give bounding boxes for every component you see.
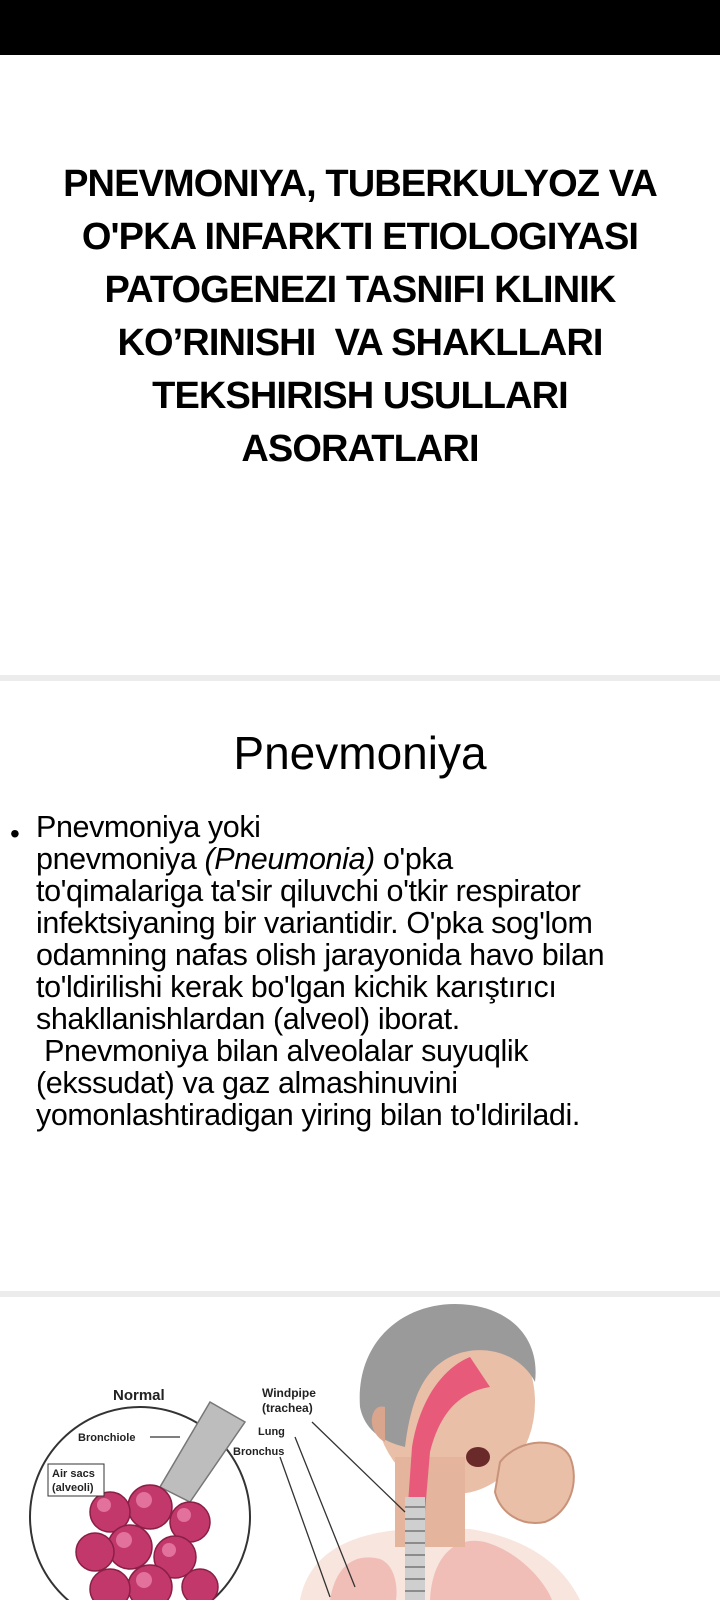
slide-pneumonia <box>0 681 720 1291</box>
title-line: O'PKA INFARKTI ETIOLOGIYASI <box>81 216 639 258</box>
label-bronchiole: Bronchiole <box>78 1432 136 1444</box>
text-line: yomonlashtiradigan yiring bilan to'ldiriladi. <box>36 1098 580 1132</box>
slide-heading: Pnevmoniya <box>233 727 487 779</box>
bullet-paragraph <box>36 811 720 1131</box>
slide-illustration <box>0 1297 720 1600</box>
title-line: ASORATLARI <box>241 428 479 470</box>
label-trachea: (trachea) <box>262 1401 313 1415</box>
label-bronchus: Bronchus <box>233 1446 285 1458</box>
label-air-sacs: Air sacs <box>52 1468 95 1480</box>
text-line: Pnevmoniya yoki <box>36 810 261 844</box>
text-run: pnevmoniya <box>36 842 205 876</box>
title-line: PATOGENEZI TASNIFI KLINIK <box>104 269 616 311</box>
text-line: shakllanishlardan (alveol) iborat. <box>36 1002 460 1036</box>
text-run: o'pka <box>374 842 453 876</box>
bullet-point: • <box>10 818 20 849</box>
label-windpipe: Windpipe <box>262 1386 316 1400</box>
italic-term: (Pneumonia) <box>204 842 375 876</box>
text-line: (ekssudat) va gaz almashinuvini <box>36 1066 458 1100</box>
mouth-shape <box>466 1447 490 1467</box>
main-title <box>20 158 700 476</box>
title-line: PNEVMONIYA, TUBERKULYOZ VA <box>63 163 657 205</box>
status-bar <box>0 0 720 55</box>
pneumonia-illustration <box>0 1297 720 1600</box>
slide-title <box>0 55 720 675</box>
text-line: odamning nafas olish jarayonida havo bilan <box>36 938 605 972</box>
title-line: KO’RINISHI VA SHAKLLARI <box>117 322 603 364</box>
text-line: Pnevmoniya bilan alveolalar suyuqlik <box>36 1034 529 1068</box>
label-alveoli: (alveoli) <box>52 1482 94 1494</box>
fist-shape <box>495 1443 574 1523</box>
title-line: TEKSHIRISH USULLARI <box>152 375 568 417</box>
label-normal: Normal <box>113 1387 165 1404</box>
text-line: to'qimalariga ta'sir qiluvchi o'tkir respirator <box>36 874 581 908</box>
text-line <box>36 843 720 875</box>
text-line: to'ldirilishi kerak bo'lgan kichik karıştırıcı <box>36 970 557 1004</box>
text-line: infektsiyaning bir variantidir. O'pka sog'lom <box>36 906 593 940</box>
label-lung: Lung <box>258 1426 285 1438</box>
trachea-shape <box>405 1497 425 1600</box>
